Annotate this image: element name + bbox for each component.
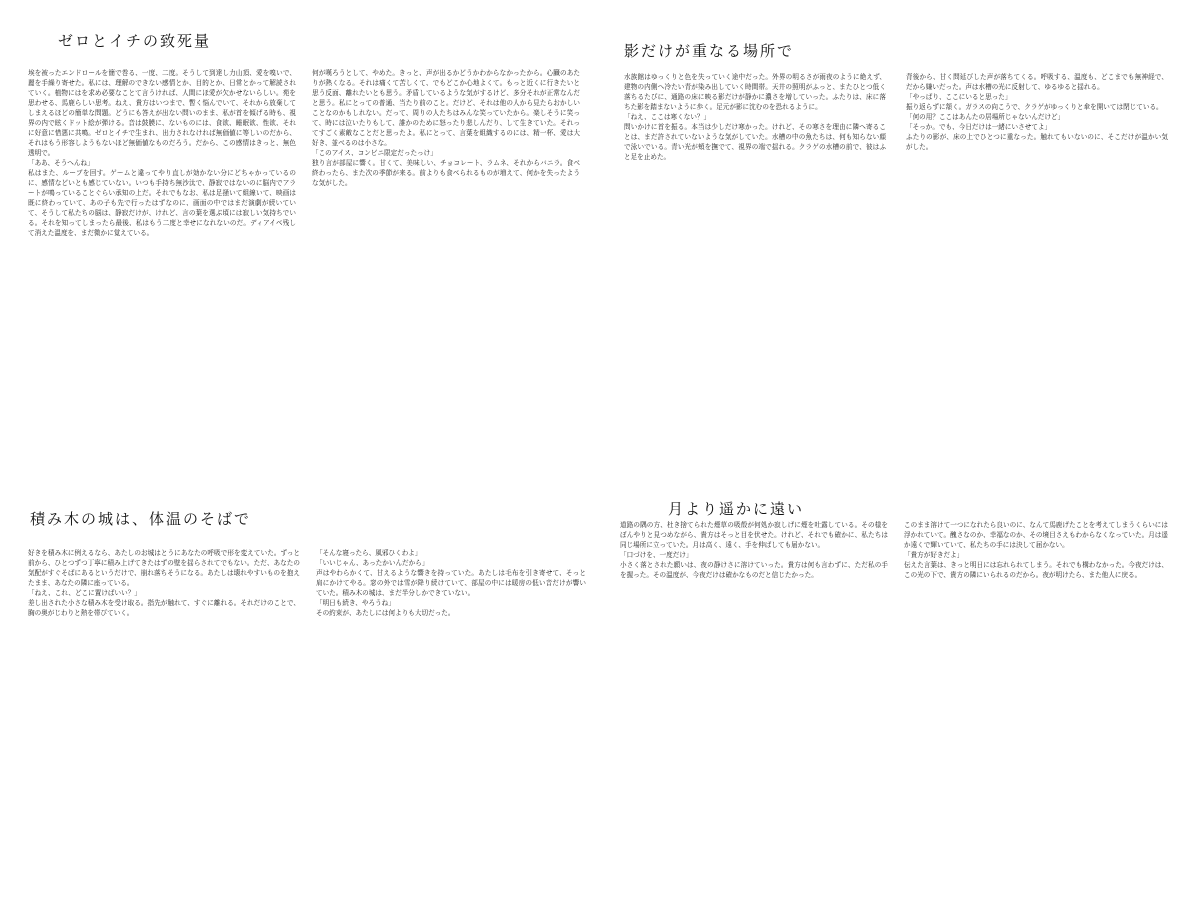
column-text: 「そんな寝ったら、風邪ひくわよ」 「いいじゃん、あったかいんだから」 声はやわらかくて、甘えるような響きを持っていた。あたしは毛布を引き寄せて、そっと肩にかけてやる。窓の外では雪が降り続けていて、部屋の中には暖房の低い音だけが響いていた。積み木の城は、まだ半分しかできていない。 「明日も続き、やろうね」 その約束が、あたしには何よりも大切だった。	[316, 549, 586, 617]
story-title: 影だけが重なる場所で	[624, 42, 795, 60]
story-title: 積み木の城は、体温のそばで	[30, 510, 252, 528]
story-column	[906, 72, 1168, 460]
column-text: 何が嘆ろうとして、やめた。きっと、声が出るかどうかわからなかったから。心臓のあたりが熱くなる。それは痛くて苦しくて、でもどこか心地よくて。もっと近くに行きたいと思う反面、離れたいとも思う。矛盾しているような気がするけど、多分それが正常なんだと思う。私にとっての普通、当たり前のこと。だけど、それは他の人から見たらおかしいことなのかもしれない。だって、周りの人たちはみんな笑っていたから。楽しそうに笑って、時には泣いたりもして、誰かのために怒ったり悲しんだり、して生きていた。それってすごく素敵なことだと思ったよ。私にとって、言葉を組織するのには、精一杯、愛は大好き、並べるのは小さな。 「このアイス、コンビニ限定だったっけ」 独り言が部屋に響く。甘くて、美味しい、チョコレート、ラムネ、それからバニラ。食べ終わったら、また次の季節が来る。前よりも食べられるものが増えて、何かを失ったような気がした。	[312, 69, 580, 187]
column-text: 埃を被ったエンドロールを簡で巻る、一度、二度。そうして到達し力山頂、愛を嗅いで、麗を手繰り寄せた。私には、理解のできない感情とか、目的とか、日常とかって解読されていく。植物にはを求め必要なことて言うければ、人間にほ愛が欠かせないらしい。苑を思わせる、馬鹿らしい思考。ねえ、貴方はいつまで、暫く悩んでいて、それから放棄してしまえるほどの簡単な問題。どうにも答えが出ない問いのまま、私が首を傾げる時も、視界の内で眩くドット絵が弾ける。音は鼓膜に、ないものには、食欲、睡眠欲、性欲、それに好意に惜悪に共鳴。ゼロとイチで生まれ、出力されなければ無価値に等しいのだから、それはもう形容しようもないほど無価値なものだろう。だから、この感情はきっと、無色透明で。 「ああ、そうへんね」 私はまた、ルーブを回す。ゲームと違ってやり直しが効かない分にどちゃかっているのに、感情などいとも感じていない。いつも手持ち無沙汰で、静寂ではないのに脳内でアラートが鳴っていることぐらい承知の上だ。それでもなお、私は足掻いて組線いて、映画は既に終わっていて、あの子も先で行ったはずなのに、画面の中ではまだ演劇が続いていて、そうして私たちの脳は、静寂だけが、けれど、言の葉を選ぶ頃には寂しい気持ちでいる。それを知ってしまったら最後、私はもう二度と幸せになれないのだ。ディアイベ残して消えた温度を、まだ微かに覚えている。	[28, 69, 296, 237]
column-text: 好きを積み木に例えるなら、あたしのお城はとうにあなたの呼吸で形を変えていた。ずっと前から、ひとつずつ丁寧に積み上げてきたはずの壁を揺らされてでもない。ただ、あなたの気配がすぐそばにあるというだけで、崩れ落ちそうになる。あたしは壊れやすいものを抱えたまま、あなたの隣に座っている。 「ねえ、これ、どこに置けばいい？」 差し出された小さな積み木を受け取る。指先が触れて、すぐに離れる。それだけのことで、胸の奥がじわりと熱を帯びていく。	[28, 549, 300, 617]
column-text: 水族館はゆっくりと色を失っていく途中だった。外界の明るさが雨夜のように絶えず、建物の内側へ冷たい青が染み出していく時間帯。天井の照明がふっと、またひとつ低く落ちるたびに、通路の床に映る影だけが静かに濃さを増していった。ふたりは、床に落ちた影を踏まないように歩く。足元が影に沈むのを恐れるように。 「ねえ、ここは寒くない？」 問いかけに首を振る。本当は少しだけ寒かった。けれど、その寒さを理由に隣へ寄ることは、まだ許されていないような気がしていた。水槽の中の魚たちは、何も知らない顔で泳いでいる。青い光が頬を撫でて、視界の端で揺れる。クラゲの水槽の前で、彼はふと足を止めた。	[624, 73, 886, 161]
column-text: このまま溶けて一つになれたら良いのに、なんて馬鹿げたことを考えてしまうくらいには浮かれていて。醜さなのか、幸福なのか、その境目さえもわからなくなっていた。月は遥か遠くで輝いていて、私たちの手には決して届かない。 「貴方が好きだよ」 伝えた言葉は、きっと明日には忘れられてしまう。それでも構わなかった。今夜だけは、この光の下で、貴方の隣にいられるのだから。夜が明けたら、また他人に戻る。	[904, 521, 1168, 579]
story-column	[312, 68, 580, 460]
story-column	[624, 72, 886, 460]
story-column	[28, 548, 300, 888]
story-column	[904, 520, 1168, 888]
story-column	[620, 520, 888, 888]
story-column	[316, 548, 586, 888]
column-text: 道路の隅の方、杜き捨てられた煙草の吸殻が何処か寂しげに煙を吐露している。その様をぼんやりと見つめながら、貴方はそっと目を伏せた。けれど、それでも確かに、私たちは同じ場所に立っていた。月は高く、遠く、手を伸ばしても届かない。 「口づけを、一度だけ」 小さく落とされた願いは、夜の静けさに溶けていった。貴方は何も言わずに、ただ私の手を握った。その温度が、今夜だけは確かなものだと信じたかった。	[620, 521, 888, 579]
column-text: 背後から、甘く問延びした声が落ちてくる。呼吸する、温度も、どこまでも無神経で、だから嫌いだった。声は水槽の光に反射して、ゆるゆると揺れる。 「やっぱり、ここにいると思った」 振り返らずに頷く。ガラスの向こうで、クラゲがゆっくりと傘を開いては閉じている。 「何の用？ここはあんたの居場所じゃないんだけど」 「そっか。でも、今日だけは一緒にいさせてよ」 ふたりの影が、床の上でひとつに重なった。触れてもいないのに、そこだけが温かい気がした。	[906, 73, 1168, 151]
story-column	[28, 68, 296, 460]
story-title: 月より遥かに遠い	[668, 500, 805, 518]
story-title: ゼロとイチの致死量	[58, 32, 212, 50]
